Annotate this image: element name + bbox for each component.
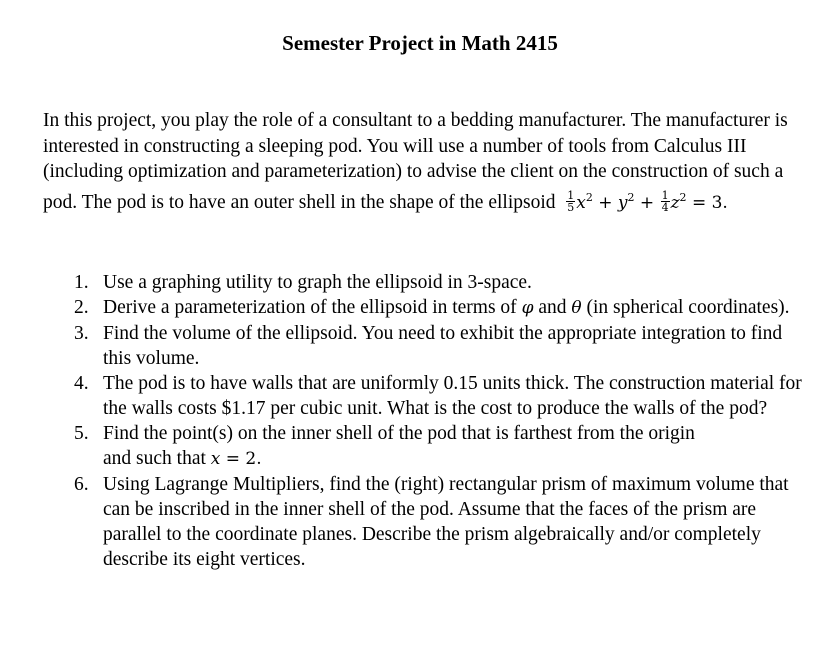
item-text: The pod is to have walls that are uniformly 0.15 units thick. The construction material for [103,373,802,394]
item-text-part: and [533,297,572,318]
list-item [74,371,834,421]
item-number: 3. [74,323,89,344]
list-item [74,321,834,371]
intro-line-3: (including optimization and parameterization) to advise the client on the construction of such a [43,161,784,182]
item-text [103,446,834,472]
item-text-part: Derive a parameterization of the ellipsoid in terms of [103,297,522,318]
item-text: the walls costs $1.17 per cubic unit. What is the cost to produce the walls of the pod? [103,398,768,419]
task-list [74,270,834,572]
item-number: 6. [74,474,89,495]
plus-sign: + [634,192,660,213]
fraction-numerator: 1 [661,188,669,202]
var-z: z [670,192,680,213]
symbol-theta: θ [571,298,582,318]
intro-paragraph [43,108,833,216]
fraction-one-fifth [566,190,575,213]
list-item [74,421,834,472]
item-text: parallel to the coordinate planes. Describe the prism algebraically and/or completely [103,524,761,545]
exponent-x: 2 [585,190,593,204]
exponent-z: 2 [679,190,687,204]
item-text: Use a graphing utility to graph the ellipsoid in 3-space. [103,272,532,293]
intro-line-1: In this project, you play the role of a consultant to a bedding manufacturer. The manufacturer is [43,110,788,131]
item-text: Find the volume of the ellipsoid. You need to exhibit the appropriate integration to find [103,323,783,344]
item-text: Using Lagrange Multipliers, find the (right) rectangular prism of maximum volume that [103,474,789,495]
item-text [103,295,834,321]
var-x: x [210,449,221,469]
var-y: y [617,192,628,213]
item-text-part: (in spherical coordinates). [581,297,790,318]
plus-sign: + [592,192,618,213]
item-text: this volume. [103,348,200,369]
var-x: x [576,192,586,213]
item-number: 2. [74,297,89,318]
item-number: 4. [74,373,89,394]
ellipsoid-equation [565,188,728,214]
intro-line-4-text: pod. The pod is to have an outer shell in the shape of the ellipsoid [43,191,556,213]
item-text-part: and such that [103,448,211,469]
item-number: 5. [74,423,89,444]
fraction-numerator: 1 [567,188,575,202]
fraction-denominator: 4 [661,200,669,214]
intro-line-4 [43,185,833,217]
symbol-phi: φ [521,298,534,318]
item-number: 1. [74,272,89,293]
fraction-denominator: 5 [567,200,575,214]
item-text-part: = 2. [220,449,262,469]
list-item [74,472,834,572]
fraction-one-fourth [661,190,670,213]
list-item [74,295,834,321]
item-text: can be inscribed in the inner shell of the pod. Assume that the faces of the prism are [103,499,757,520]
item-text: Find the point(s) on the inner shell of the pod that is farthest from the origin [103,423,695,444]
exponent-y: 2 [627,190,635,204]
item-text: describe its eight vertices. [103,549,306,570]
intro-line-2: interested in constructing a sleeping pod. You will use a number of tools from Calculus III [43,135,747,157]
list-item [74,270,834,295]
equals-three: = 3. [686,192,728,213]
document-title: Semester Project in Math 2415 [282,31,558,55]
